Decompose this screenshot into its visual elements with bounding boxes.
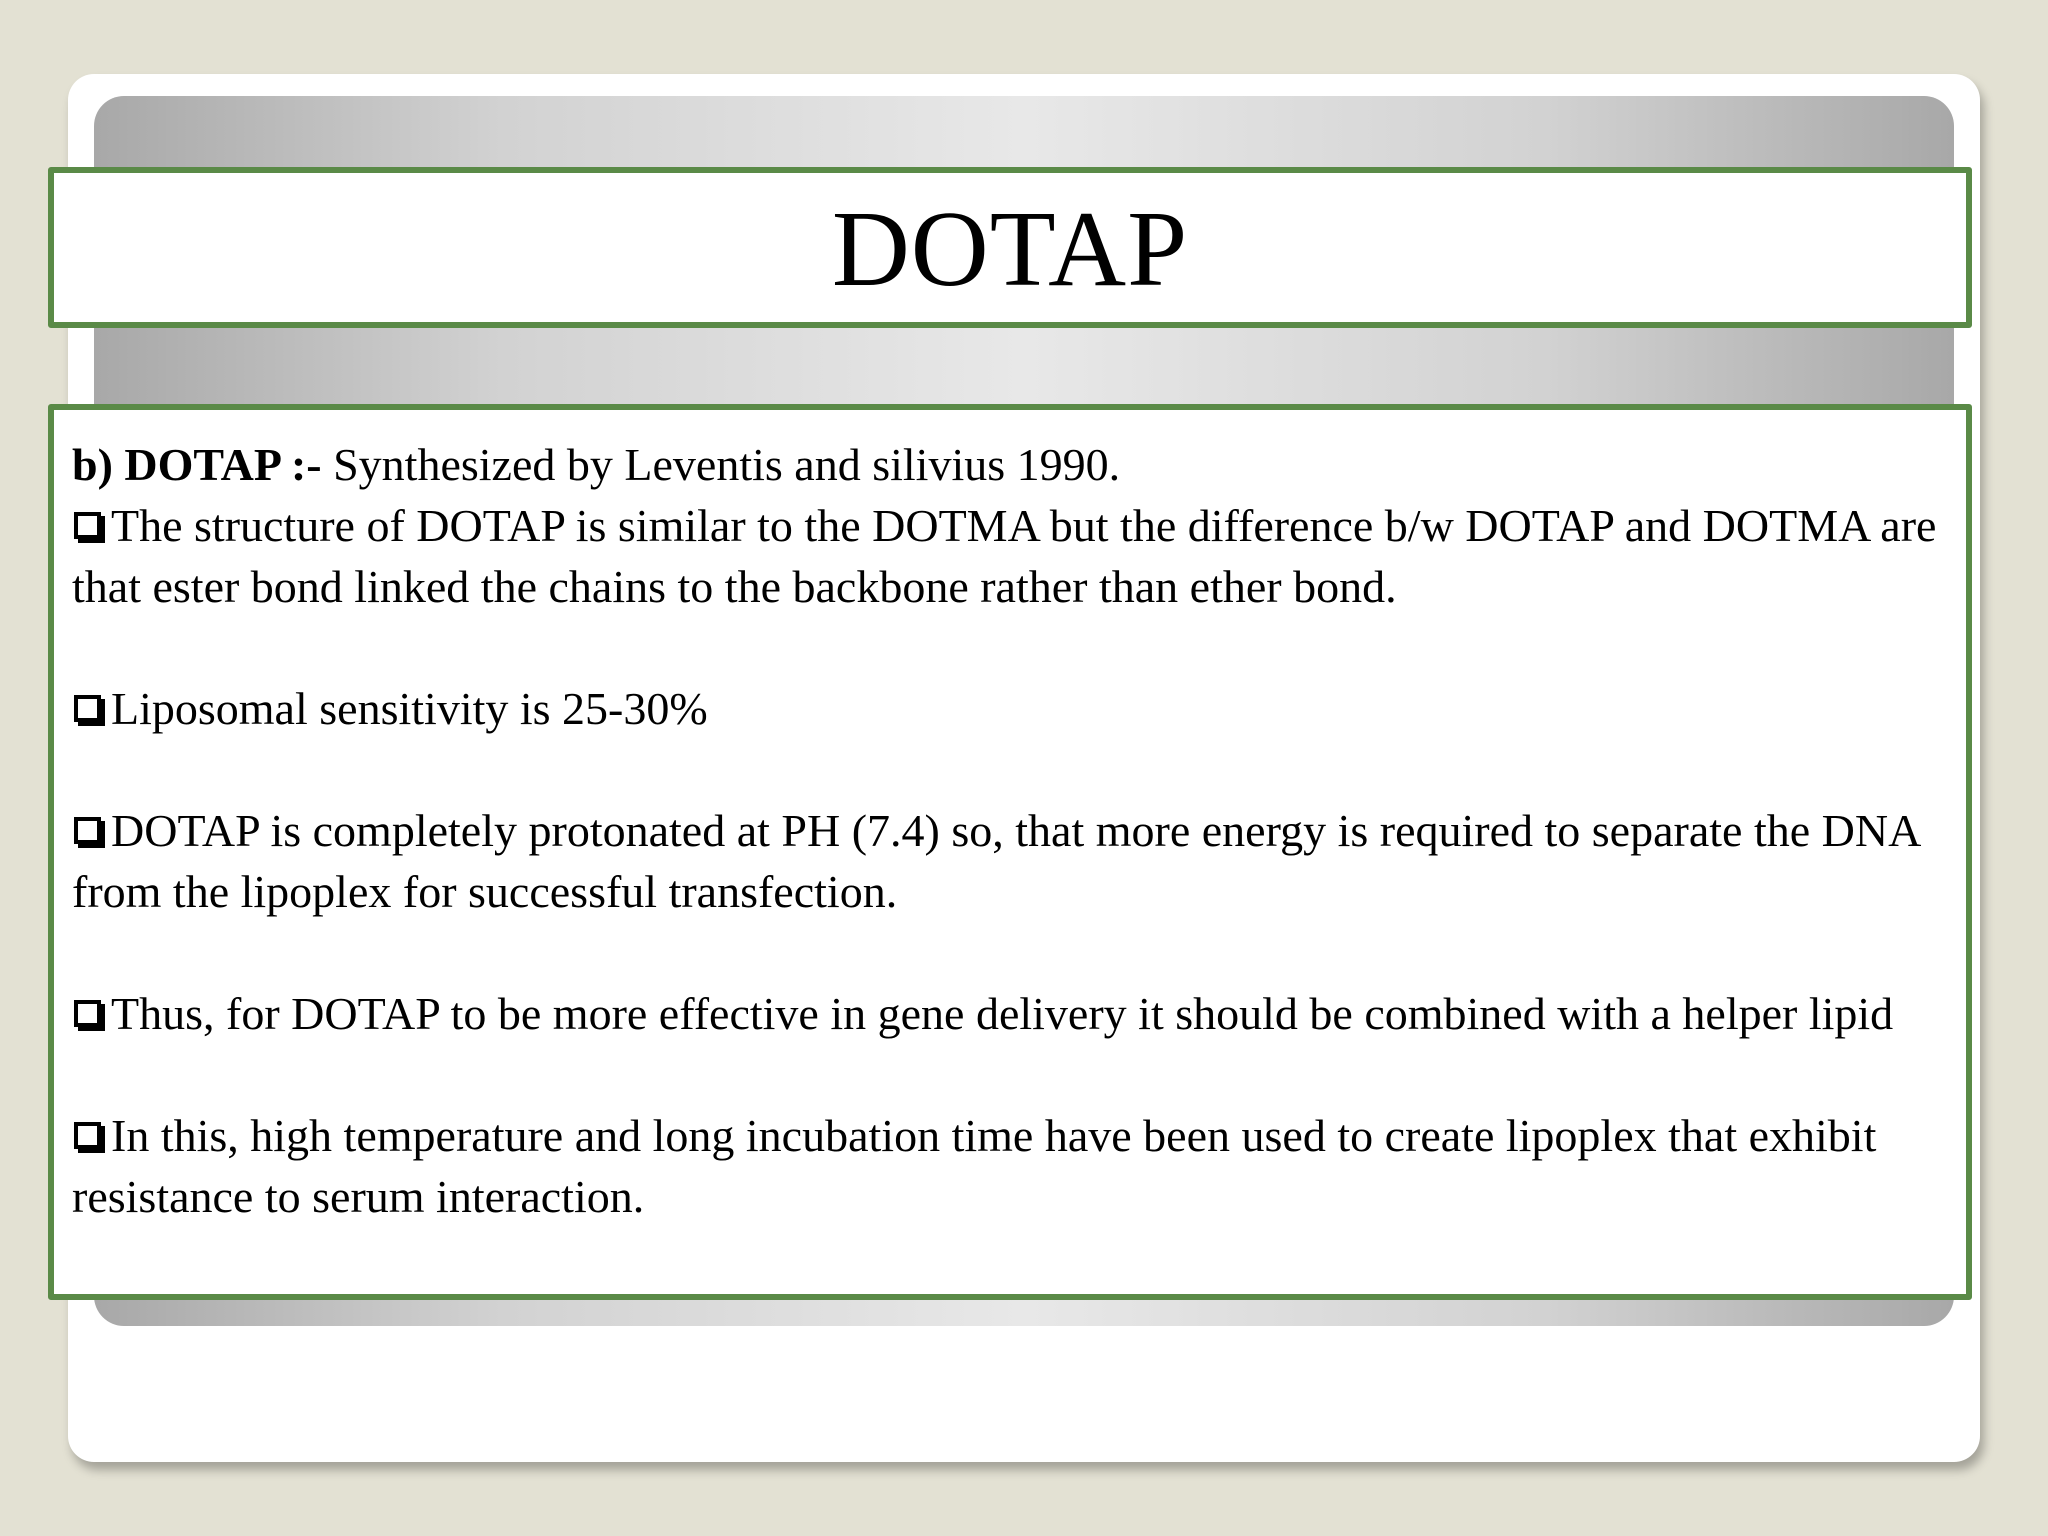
intro-text: Synthesized by Leventis and silivius 1990. — [321, 439, 1121, 490]
checkbox-square-icon — [74, 817, 101, 844]
checkbox-square-icon — [74, 1122, 101, 1149]
bullet-item — [72, 983, 1948, 1044]
intro-label: b) DOTAP :- — [72, 439, 322, 490]
bullet-text: The structure of DOTAP is similar to the DOTMA but the difference b/w DOTAP and DOTMA are that ester bond linked the chains to the backbone rather than ether bond. — [72, 500, 1937, 612]
bullet-item — [72, 800, 1948, 922]
checkbox-square-icon — [74, 695, 101, 722]
bullet-text: In this, high temperature and long incubation time have been used to create lipoplex that exhibit resistance to serum interaction. — [72, 1110, 1877, 1222]
checkbox-square-icon — [74, 512, 101, 539]
title-box — [48, 167, 1972, 328]
bullet-text: Thus, for DOTAP to be more effective in gene delivery it should be combined with a helper lipid — [111, 988, 1894, 1039]
bullet-text: DOTAP is completely protonated at PH (7.4) so, that more energy is required to separate the DNA from the lipoplex for successful transfection. — [72, 805, 1919, 917]
slide-title: DOTAP — [831, 189, 1189, 309]
spacer — [72, 617, 1948, 678]
bullet-text: Liposomal sensitivity is 25-30% — [111, 683, 708, 734]
spacer — [72, 922, 1948, 983]
intro-line — [72, 434, 1948, 495]
bullet-item — [72, 1105, 1948, 1227]
bullet-item — [72, 495, 1948, 617]
checkbox-square-icon — [74, 1000, 101, 1027]
bullet-item — [72, 678, 1948, 739]
spacer — [72, 1044, 1948, 1105]
content-box — [48, 404, 1972, 1300]
spacer — [72, 739, 1948, 800]
